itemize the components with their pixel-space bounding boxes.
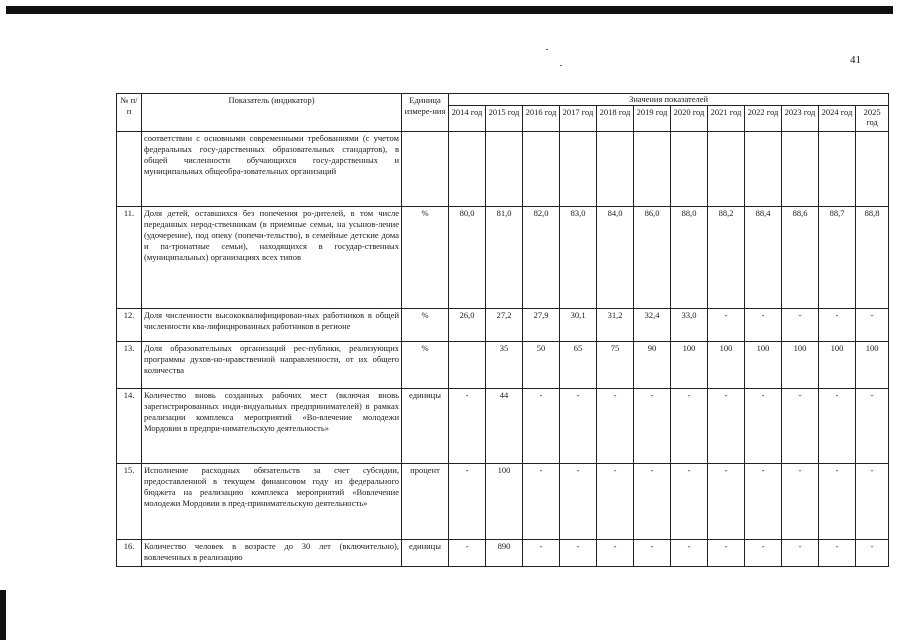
row-value: 44 <box>486 389 523 464</box>
header-unit: Единица измере-ния <box>402 94 449 132</box>
header-year: 2020 год <box>671 106 708 132</box>
header-number: № п/п <box>117 94 142 132</box>
row-value: - <box>671 464 708 540</box>
table-row <box>117 540 889 567</box>
row-number: 12. <box>117 309 142 342</box>
row-value: 75 <box>597 342 634 389</box>
row-unit: единицы <box>402 389 449 464</box>
row-value: - <box>856 540 889 567</box>
row-value <box>782 132 819 207</box>
row-value: - <box>671 540 708 567</box>
row-value: 32,4 <box>634 309 671 342</box>
table-row <box>117 342 889 389</box>
row-value: - <box>597 464 634 540</box>
row-value: 31,2 <box>597 309 634 342</box>
row-value: - <box>523 540 560 567</box>
row-value: 100 <box>486 464 523 540</box>
row-value: 88,2 <box>708 207 745 309</box>
row-value: 27,9 <box>523 309 560 342</box>
row-value: 88,0 <box>671 207 708 309</box>
table-row <box>117 464 889 540</box>
row-value: - <box>708 540 745 567</box>
row-value: - <box>819 540 856 567</box>
table-row <box>117 389 889 464</box>
header-values-group: Значения показателей <box>449 94 889 106</box>
row-value: 82,0 <box>523 207 560 309</box>
row-value: 30,1 <box>560 309 597 342</box>
row-value <box>671 132 708 207</box>
row-value <box>708 132 745 207</box>
row-value <box>449 342 486 389</box>
row-unit: единицы <box>402 540 449 567</box>
row-value <box>560 132 597 207</box>
row-value: - <box>449 540 486 567</box>
row-unit: % <box>402 309 449 342</box>
row-value: 88,8 <box>856 207 889 309</box>
row-value: - <box>745 540 782 567</box>
header-indicator: Показатель (индикатор) <box>142 94 402 132</box>
row-value: 100 <box>782 342 819 389</box>
row-value: 90 <box>634 342 671 389</box>
row-value: - <box>856 389 889 464</box>
row-value <box>745 132 782 207</box>
row-value: - <box>856 464 889 540</box>
row-value: - <box>819 309 856 342</box>
row-value: - <box>449 389 486 464</box>
row-number: 14. <box>117 389 142 464</box>
row-number: 16. <box>117 540 142 567</box>
row-value: - <box>671 389 708 464</box>
header-year: 2024 год <box>819 106 856 132</box>
row-value: 27,2 <box>486 309 523 342</box>
row-value: 80,0 <box>449 207 486 309</box>
row-value: - <box>560 540 597 567</box>
row-value: - <box>819 389 856 464</box>
row-value: - <box>782 540 819 567</box>
row-value: - <box>745 309 782 342</box>
table-header <box>117 94 889 132</box>
scan-speck <box>546 49 548 50</box>
row-value: 890 <box>486 540 523 567</box>
header-year: 2023 год <box>782 106 819 132</box>
row-value: - <box>560 464 597 540</box>
row-value: 50 <box>523 342 560 389</box>
row-value: - <box>634 464 671 540</box>
row-number: 13. <box>117 342 142 389</box>
row-value <box>523 132 560 207</box>
row-value: 88,4 <box>745 207 782 309</box>
row-value: 26,0 <box>449 309 486 342</box>
table-row <box>117 132 889 207</box>
row-value: 35 <box>486 342 523 389</box>
table-row <box>117 207 889 309</box>
indicators-table <box>116 93 889 567</box>
row-value <box>819 132 856 207</box>
row-value: 100 <box>819 342 856 389</box>
row-value <box>856 132 889 207</box>
row-number: 15. <box>117 464 142 540</box>
row-value: 33,0 <box>671 309 708 342</box>
table-row <box>117 309 889 342</box>
row-value: - <box>708 389 745 464</box>
row-value: - <box>523 389 560 464</box>
header-year: 2016 год <box>523 106 560 132</box>
header-year: 2022 год <box>745 106 782 132</box>
row-value: 86,0 <box>634 207 671 309</box>
row-value: 100 <box>708 342 745 389</box>
row-value: 84,0 <box>597 207 634 309</box>
row-value: - <box>745 464 782 540</box>
row-value <box>597 132 634 207</box>
header-year: 2014 год <box>449 106 486 132</box>
row-value: - <box>523 464 560 540</box>
row-unit <box>402 132 449 207</box>
row-number: 11. <box>117 207 142 309</box>
row-value: - <box>782 464 819 540</box>
scan-speck <box>560 65 562 66</box>
header-year: 2018 год <box>597 106 634 132</box>
row-value: - <box>597 389 634 464</box>
row-indicator: Исполнение расходных обязательств за счет субсидии, предоставленной в текущем финансовом году из федерального бюджета на реализацию комплекса мероприятий «Вовлечение молодежи Мордовии в пред-принимательскую деятельность» <box>142 464 402 540</box>
row-value <box>634 132 671 207</box>
page-number: 41 <box>850 54 861 66</box>
scan-edge-top <box>6 6 893 14</box>
row-indicator: Количество человек в возрасте до 30 лет (включительно), вовлеченных в реализацию <box>142 540 402 567</box>
header-year: 2019 год <box>634 106 671 132</box>
row-unit: процент <box>402 464 449 540</box>
row-indicator: Доля численности высококвалифицирован-ных работников в общей численности ква-лифицированных работников в регионе <box>142 309 402 342</box>
header-year: 2021 год <box>708 106 745 132</box>
row-indicator: Доля детей, оставшихся без попечения ро-дителей, в том числе переданных нерод-ственникам (в приемные семьи, на усынов-ление (удочерение), под опеку (попечи-тельство), в семейные детские дома и па-тронатные семьи), находящихся в государ-ственных (муниципальных) организациях всех типов <box>142 207 402 309</box>
row-value: 100 <box>856 342 889 389</box>
row-value: 100 <box>745 342 782 389</box>
row-unit: % <box>402 207 449 309</box>
row-value: - <box>597 540 634 567</box>
header-year: 2015 год <box>486 106 523 132</box>
row-value: 83,0 <box>560 207 597 309</box>
row-unit: % <box>402 342 449 389</box>
row-value: 88,6 <box>782 207 819 309</box>
row-value: - <box>819 464 856 540</box>
row-indicator: Количество вновь созданных рабочих мест (включая вновь зарегистрированных инди-видуальных предпринимателей) в рамках реализации комплекса мероприятий «Во-влечение молодежи Мордовии в предпри-нимательскую деятельность» <box>142 389 402 464</box>
row-value: - <box>708 464 745 540</box>
row-value: - <box>708 309 745 342</box>
row-value: - <box>782 309 819 342</box>
row-value: - <box>856 309 889 342</box>
row-value <box>449 132 486 207</box>
row-indicator: Доля образовательных организаций рес-публики, реализующих программы духов-но-нравственной направленности, от их общего количества <box>142 342 402 389</box>
header-year: 2025 год <box>856 106 889 132</box>
row-indicator: соответствии с основными современными требованиями (с учетом федеральных госу-дарственных образовательных стандартов), в общей численности обучающихся госу-дарственных и муниципальных общеобра-зовательных организаций <box>142 132 402 207</box>
row-value: 81,0 <box>486 207 523 309</box>
row-number <box>117 132 142 207</box>
scan-edge-left <box>0 590 6 640</box>
row-value: - <box>560 389 597 464</box>
row-value: 65 <box>560 342 597 389</box>
row-value: 88,7 <box>819 207 856 309</box>
header-year: 2017 год <box>560 106 597 132</box>
row-value: - <box>745 389 782 464</box>
row-value <box>486 132 523 207</box>
row-value: - <box>634 389 671 464</box>
row-value: - <box>449 464 486 540</box>
row-value: 100 <box>671 342 708 389</box>
table-body <box>117 132 889 567</box>
row-value: - <box>782 389 819 464</box>
row-value: - <box>634 540 671 567</box>
